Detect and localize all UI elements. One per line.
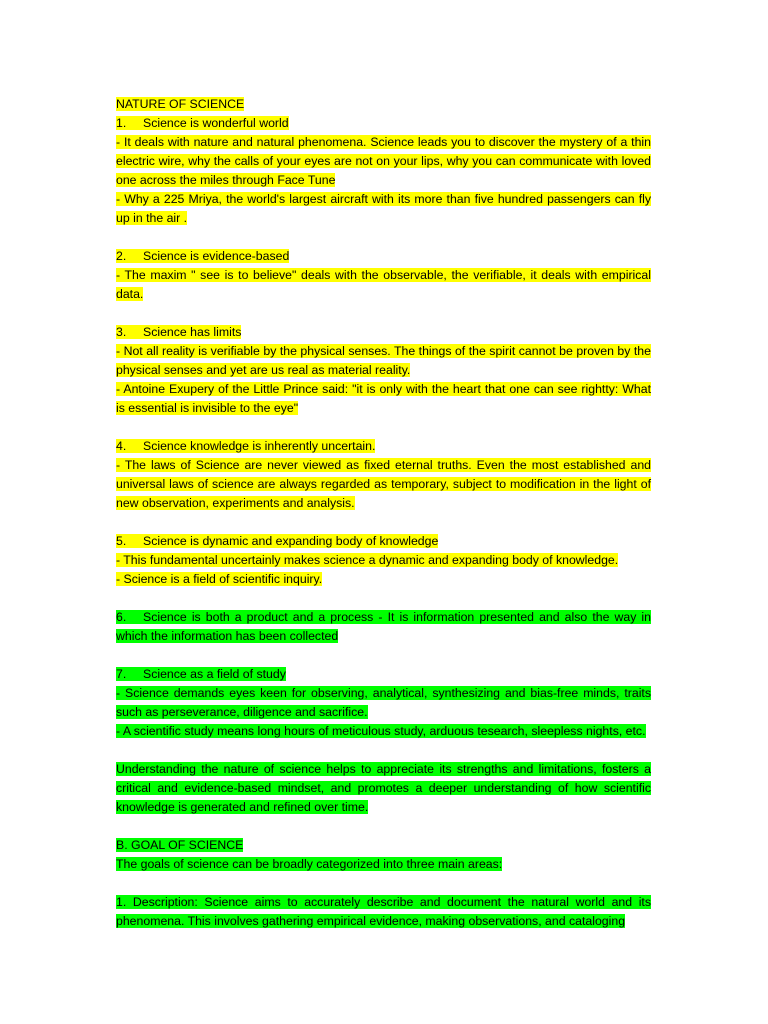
- section-3-heading: [116, 323, 651, 342]
- goal-heading: [116, 836, 651, 855]
- section-2-line-1-text: - The maxim " see is to believe" deals with the observable, the verifiable, it deals with empirical data.: [116, 268, 651, 301]
- goal-heading-text: B. GOAL OF SCIENCE: [116, 838, 244, 852]
- section-5-line-1-text: - This fundamental uncertainly makes science a dynamic and expanding body of knowledge.: [116, 553, 619, 567]
- section-1-number: 1.: [116, 116, 127, 130]
- section-7-title: Science as a field of study: [143, 667, 286, 681]
- section-3-line-1: [116, 342, 651, 380]
- goal-item-1-text: 1. Description: Science aims to accurately describe and document the natural world and its phenomena. This involves gathering empirical evidence, making observations, and cataloging: [116, 895, 651, 928]
- goal-intro-text: The goals of science can be broadly categorized into three main areas:: [116, 857, 503, 871]
- section-3-title: Science has limits: [143, 325, 242, 339]
- section-5-line-1: [116, 551, 651, 570]
- section-6-number: 6.: [116, 610, 127, 624]
- section-1-line-2-text: - Why a 225 Mriya, the world's largest aircraft with its more than five hundred passengers can fly up in the air .: [116, 192, 651, 225]
- spacer: [116, 513, 651, 532]
- section-7-number: 7.: [116, 667, 127, 681]
- spacer: [116, 589, 651, 608]
- section-1-heading: [116, 114, 651, 133]
- spacer: [116, 418, 651, 437]
- section-2-title: Science is evidence-based: [143, 249, 290, 263]
- section-6-heading: [116, 608, 651, 646]
- section-4-heading: [116, 437, 651, 456]
- spacer: [116, 304, 651, 323]
- section-1-line-1-text: - It deals with nature and natural phenomena. Science leads you to discover the mystery of a thin electric wire, why the calls of your eyes are not on your lips, why you can communicate with loved one across the miles through Face Tune: [116, 135, 651, 187]
- section-5-title: Science is dynamic and expanding body of knowledge: [143, 534, 439, 548]
- summary-paragraph: [116, 760, 651, 817]
- spacer: [116, 817, 651, 836]
- document-page: [116, 95, 651, 931]
- section-7-line-1-text: - Science demands eyes keen for observing, analytical, synthesizing and bias-free minds, traits such as perseverance, diligence and sacrifice.: [116, 686, 651, 719]
- spacer: [116, 646, 651, 665]
- section-2-heading: [116, 247, 651, 266]
- section-1-title: Science is wonderful world: [143, 116, 289, 130]
- spacer: [116, 741, 651, 760]
- goal-item-1: [116, 893, 651, 931]
- section-5-number: 5.: [116, 534, 127, 548]
- section-1-line-1: [116, 133, 651, 190]
- section-2-number: 2.: [116, 249, 127, 263]
- title-text: NATURE OF SCIENCE: [116, 97, 245, 111]
- document-title: [116, 95, 651, 114]
- spacer: [116, 228, 651, 247]
- section-5-line-2-text: - Science is a field of scientific inquiry.: [116, 572, 323, 586]
- section-4-number: 4.: [116, 439, 127, 453]
- section-7-line-2: [116, 722, 651, 741]
- section-3-line-2: [116, 380, 651, 418]
- section-4-title: Science knowledge is inherently uncertain.: [143, 439, 376, 453]
- section-4-line-1: [116, 456, 651, 513]
- section-3-number: 3.: [116, 325, 127, 339]
- section-7-line-2-text: - A scientific study means long hours of meticulous study, arduous tesearch, sleepless nights, etc.: [116, 724, 646, 738]
- section-3-line-1-text: - Not all reality is verifiable by the physical senses. The things of the spirit cannot be proven by the physical senses and yet are us real as material reality.: [116, 344, 651, 377]
- summary-text: Understanding the nature of science helps to appreciate its strengths and limitations, fosters a critical and evidence-based mindset, and promotes a deeper understanding of how scientific knowledge is generated and refined over time.: [116, 762, 651, 814]
- section-7-line-1: [116, 684, 651, 722]
- section-1-line-2: [116, 190, 651, 228]
- section-7-heading: [116, 665, 651, 684]
- section-3-line-2-text: - Antoine Exupery of the Little Prince said: "it is only with the heart that one can see rightty: What is essential is invisible to the eye": [116, 382, 651, 415]
- section-5-heading: [116, 532, 651, 551]
- section-2-line-1: [116, 266, 651, 304]
- section-4-line-1-text: - The laws of Science are never viewed as fixed eternal truths. Even the most established and universal laws of science are always regarded as temporary, subject to modification in the light of new observation, experiments and analysis.: [116, 458, 651, 510]
- spacer: [116, 874, 651, 893]
- section-5-line-2: [116, 570, 651, 589]
- section-6-title: Science is both a product and a process - It is information presented and also the way in which the information has been collected: [116, 610, 651, 643]
- goal-intro: [116, 855, 651, 874]
